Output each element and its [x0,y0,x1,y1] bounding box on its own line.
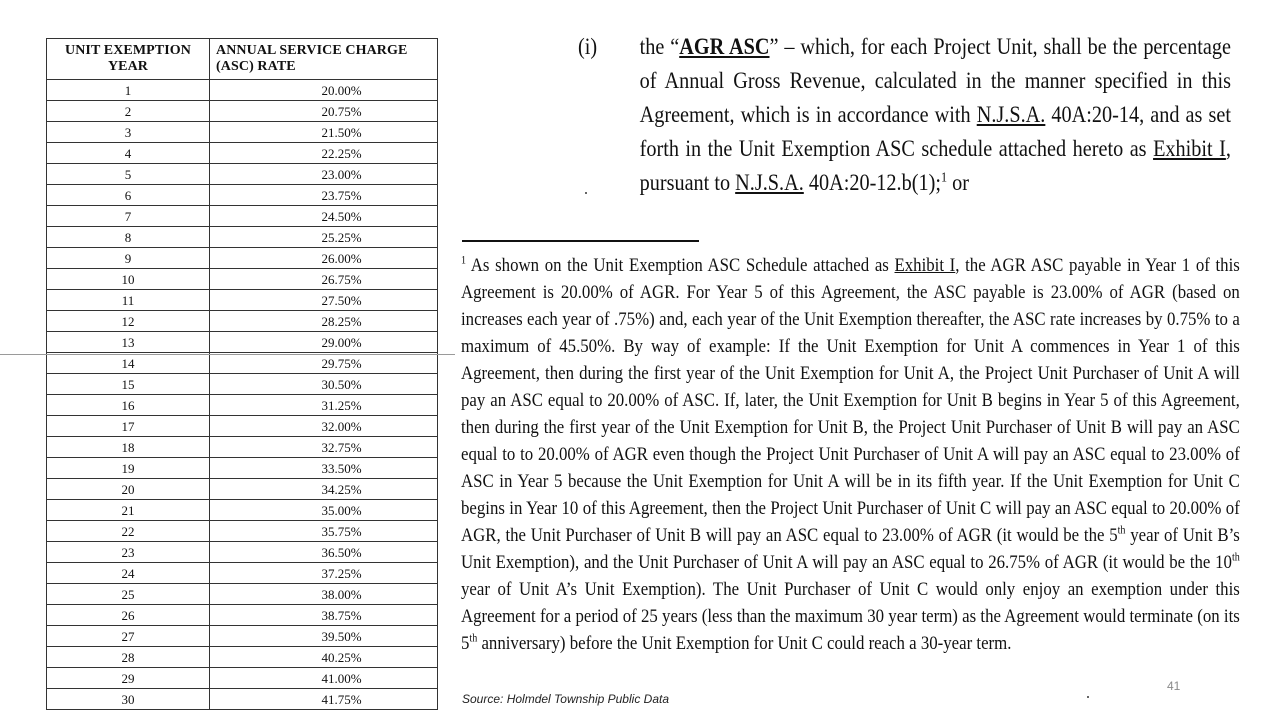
footnote-text-5: anniversary) before the Unit Exemption for Unit C could reach a 30-year term. [477,633,1012,654]
footnote-reference: 1 [940,169,948,185]
year-cell: 19 [47,458,210,479]
rate-cell: 34.25% [210,479,438,500]
clause-text-6: or [947,170,969,195]
rate-cell: 36.50% [210,542,438,563]
table-row [47,290,438,311]
year-cell: 23 [47,542,210,563]
year-cell: 2 [47,101,210,122]
table-row [47,227,438,248]
year-cell: 11 [47,290,210,311]
footnote [461,252,1240,657]
exhibit-reference: Exhibit I [894,255,956,276]
clause-text [640,30,1231,200]
table-row [47,479,438,500]
table-row [47,563,438,584]
asc-rate-table-container [46,38,438,710]
rate-cell: 29.00% [210,332,438,353]
rate-cell: 31.25% [210,395,438,416]
year-cell: 10 [47,269,210,290]
table-row [47,122,438,143]
rate-cell: 39.50% [210,626,438,647]
year-cell: 21 [47,500,210,521]
table-row [47,269,438,290]
table-row [47,542,438,563]
year-cell: 14 [47,353,210,374]
year-cell: 4 [47,143,210,164]
year-cell: 13 [47,332,210,353]
table-row [47,143,438,164]
clause-marker: (i) [578,34,598,59]
year-cell: 9 [47,248,210,269]
footnote-rule [462,240,699,242]
year-cell: 28 [47,647,210,668]
scan-speck [1087,696,1089,698]
ordinal-suffix: th [469,632,478,645]
rate-cell: 35.00% [210,500,438,521]
table-row [47,605,438,626]
year-cell: 15 [47,374,210,395]
rate-cell: 33.50% [210,458,438,479]
rate-cell: 25.25% [210,227,438,248]
year-cell: 5 [47,164,210,185]
table-row [47,311,438,332]
rate-cell: 30.50% [210,374,438,395]
table-row [47,395,438,416]
rate-cell: 28.25% [210,311,438,332]
year-cell: 24 [47,563,210,584]
rate-cell: 23.00% [210,164,438,185]
year-cell: 22 [47,521,210,542]
table-row [47,689,438,710]
clause-text-4: , pursuant to [639,136,1231,195]
footnote-number: 1 [461,254,467,267]
rate-cell: 26.00% [210,248,438,269]
footnote-text-2: , the AGR ASC payable in Year 1 of this Agreement is 20.00% of AGR. For Year 5 of this Agreement, the ASC payable is 23.00% of AGR (based on increases each year of .75%) and, each year of the Unit Exemption thereafter, the ASC rate increases by 0.75% to a maximum of 45.50%. By way of example: If the Unit Exemption for Unit A commences in Year 1 of this Agreement, then during the first year of the Unit Exemption for Unit A, the Project Unit Purchaser of Unit A will pay an ASC equal to 20.00% of ASC. If, later, the Unit Exemption for Unit B begins in Year 5 of this Agreement, then during the first year of the Unit Exemption for Unit B, the Project Unit Purchaser of Unit B will pay an ASC equal to to 20.00% of AGR even though the Project Unit Purchaser of Unit A will pay an ASC equal to 23.00% of ASC in Year 5 because the Unit Exemption for Unit A will be in its fifth year. If the Unit Exemption for Unit C begins in Year 10 of this Agreement, then the Project Unit Purchaser of Unit C will pay an ASC equal to 20.00% of AGR, the Unit Purchaser of Unit B will pay an ASC equal to 23.00% of AGR (it would be the 5 [461,255,1240,546]
clause-text-3: 40A:20-14, and as set forth in the Unit Exemption ASC schedule attached hereto as [639,102,1231,161]
rate-cell: 20.00% [210,80,438,101]
rate-cell: 38.75% [210,605,438,626]
table-row [47,500,438,521]
rate-cell: 32.75% [210,437,438,458]
year-cell: 16 [47,395,210,416]
year-cell: 6 [47,185,210,206]
table-row [47,164,438,185]
rate-cell: 29.75% [210,353,438,374]
rate-cell: 21.50% [210,122,438,143]
table-row [47,584,438,605]
scan-speck [585,192,587,194]
table-row [47,458,438,479]
exhibit-reference: Exhibit I [1153,136,1226,161]
rate-cell: 27.50% [210,290,438,311]
year-cell: 25 [47,584,210,605]
ordinal-suffix: th [1117,524,1126,537]
asc-rate-table-body [47,80,438,710]
rate-cell: 22.25% [210,143,438,164]
rate-cell: 37.25% [210,563,438,584]
statute-reference: N.J.S.A. [735,170,804,195]
rate-cell: 41.75% [210,689,438,710]
year-cell: 29 [47,668,210,689]
table-row [47,668,438,689]
year-cell: 27 [47,626,210,647]
rate-cell: 38.00% [210,584,438,605]
table-row [47,416,438,437]
table-row [47,353,438,374]
rate-cell: 23.75% [210,185,438,206]
horizontal-divider [0,354,455,355]
table-row [47,248,438,269]
year-cell: 20 [47,479,210,500]
header-asc-rate: ANNUAL SERVICE CHARGE (ASC) RATE [210,39,438,80]
table-row [47,374,438,395]
year-cell: 17 [47,416,210,437]
clause-text-1: the “ [639,34,680,59]
clause-text-5: 40A:20-12.b(1); [803,170,941,195]
rate-cell: 24.50% [210,206,438,227]
header-unit-exemption-year: UNIT EXEMPTION YEAR [47,39,210,80]
table-row [47,626,438,647]
defined-term: AGR ASC [679,34,770,59]
page-number: 41 [1167,679,1181,693]
year-cell: 3 [47,122,210,143]
table-row [47,101,438,122]
footnote-text-4: year of Unit A’s Unit Exemption). The Unit Purchaser of Unit C would only enjoy an exemption under this Agreement for a period of 25 years (less than the maximum 30 year term) as the Agreement would terminate (on its 5 [461,579,1240,654]
source-caption: Source: Holmdel Township Public Data [462,692,669,706]
rate-cell: 35.75% [210,521,438,542]
rate-cell: 20.75% [210,101,438,122]
year-cell: 8 [47,227,210,248]
table-row [47,80,438,101]
year-cell: 12 [47,311,210,332]
rate-cell: 41.00% [210,668,438,689]
table-row [47,437,438,458]
table-row [47,647,438,668]
year-cell: 18 [47,437,210,458]
ordinal-suffix: th [1231,551,1240,564]
table-row [47,206,438,227]
year-cell: 30 [47,689,210,710]
footnote-text-3: year of Unit B’s Unit Exemption), and the Unit Purchaser of Unit A will pay an ASC equal to 26.75% of AGR (it would be the 10 [461,525,1240,573]
year-cell: 7 [47,206,210,227]
table-row [47,185,438,206]
rate-cell: 32.00% [210,416,438,437]
rate-cell: 26.75% [210,269,438,290]
rate-cell: 40.25% [210,647,438,668]
table-header-row [47,39,438,80]
statute-reference: N.J.S.A. [976,102,1046,127]
clause-text-2: ” – which, for each Project Unit, shall be the percentage of Annual Gross Revenue, calculated in the manner specified in this Agreement, which is in accordance with [639,34,1231,127]
asc-rate-table [46,38,438,710]
table-row [47,521,438,542]
year-cell: 26 [47,605,210,626]
footnote-text-1: As shown on the Unit Exemption ASC Schedule attached as [466,255,895,276]
year-cell: 1 [47,80,210,101]
table-row [47,332,438,353]
